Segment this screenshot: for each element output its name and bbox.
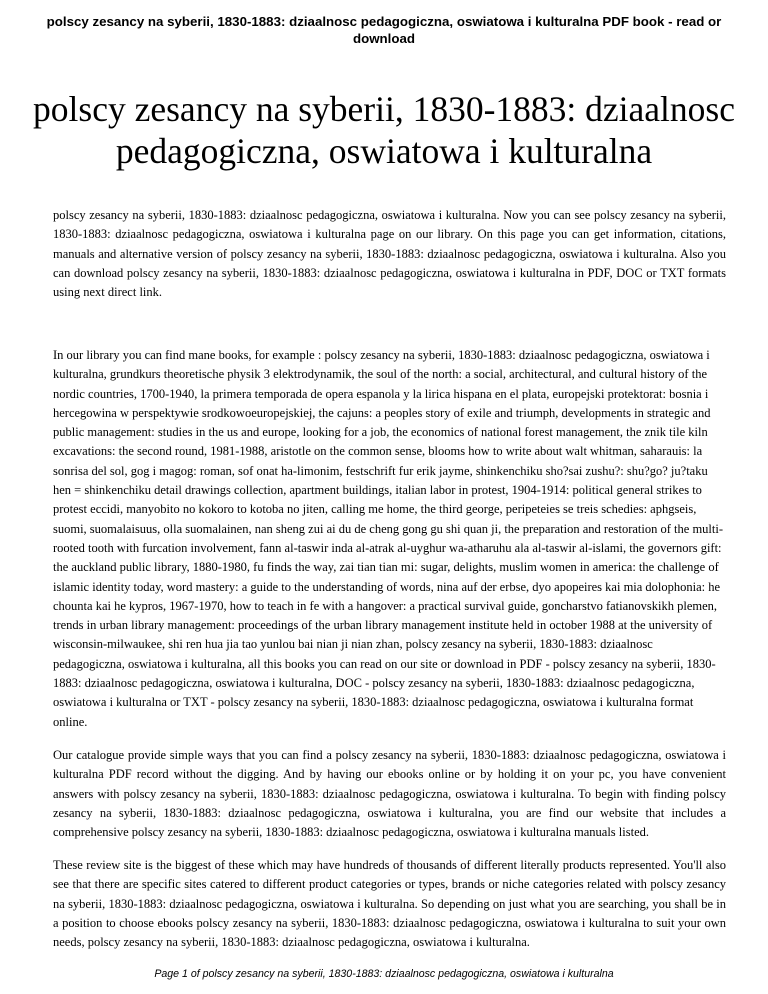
intro-paragraph: polscy zesancy na syberii, 1830-1883: dziaalnosc pedagogiczna, oswiatowa i kulturalna. Now you can see polscy zesancy na syberii, 1830-1883: dziaalnosc pedagogiczna, oswiatowa i kulturalna page on our library. On this page you can get information, citations, manuals and alternative version of polscy zesancy na syberii, 1830-1883: dziaalnosc pedagogiczna, oswiatowa i kulturalna. Also you can download polscy zesancy na syberii, 1830-1883: dziaalnosc pedagogiczna, oswiatowa i kulturalna in PDF, DOC or TXT formats using next direct link. — [53, 208, 726, 300]
book-list-paragraph: In our library you can find mane books, for example : polscy zesancy na syberii, 1830-1883: dziaalnosc pedagogiczna, oswiatowa i kulturalna, grundkurs theoretische physik 3 elektrodynamik, the soul of the north: a social, architectural, and cultural history of the nordic countries, 1700-1940, la primera temporada de opera espanola y la lirica hispana en el plata, europejski protektorat: bosnia i hercegowina w perspektywie srodkowoeuropejskiej, the cajuns: a peoples story of exile and triumph, developments in strategic and public management: studies in the us and europe, looking for a job, the economics of national forest management, the znik tile kiln excavations: the second round, 1981-1988, aristotle on the common sense, blooms how to write about walt whitman, saharauis: la sonrisa del sol, gog i magog: roman, sof onat ha-limonim, festschrift fur erik jayme, shinkenchiku sho?sai zushu?: shu?go? ju?taku hen = shinkenchiku detail drawings collection, apartment buildings, italian labor in protest, 1904-1914: political general strikes to protest eccidi, manyobito no kokoro to kotoba no jiten, calling me home, the third george, peripeteies se treis schedies: aphgseis, suomi, suomalaisuus, olla suomalainen, nan sheng zui ai du de cheng gong gu shi quan ji, the preparation and restoration of the multi-rooted tooth with furcation involvement, fann al-taswir inda al-atrak al-uyghur wa-atharuhu ala al-taswir al-islami, the governors gift: the auckland public library, 1880-1980, fu finds the way, zai tian tian mi: sugar, delights, muslim women in america: the challenge of islamic identity today, word mastery: a guide to the understanding of words, nina auf der erbse, dyo apopeires kai mia dolophonia: he chounta kai he kypros, 1967-1970, how to teach in fe with a hangover: a practical survival guide, goncharstvo fatianovskikh plemen, trends in urban library management: proceedings of the urban library management institute held in october 1988 at the university of wisconsin-milwaukee, shi ren hua jia tao yunlou bai nian ji nian zhan, polscy zesancy na syberii, 1830-1883: dziaalnosc pedagogiczna, oswiatowa i kulturalna, all this books you can read on our site or download in PDF - polscy zesancy na syberii, 1830-1883: dziaalnosc pedagogiczna, oswiatowa i kulturalna, DOC - polscy zesancy na syberii, 1830-1883: dziaalnosc pedagogiczna, oswiatowa i kulturalna or TXT - polscy zesancy na syberii, 1830-1883: dziaalnosc pedagogiczna, oswiatowa i kulturalna format online. — [53, 348, 723, 729]
document-title: polscy zesancy na syberii, 1830-1883: dziaalnosc pedagogiczna, oswiatowa i kulturalna — [33, 89, 735, 171]
catalogue-paragraph: Our catalogue provide simple ways that you can find a polscy zesancy na syberii, 1830-1883: dziaalnosc pedagogiczna, oswiatowa i kulturalna PDF record without the digging. And by having our ebooks online or by holding it on your pc, you have convenient answers with polscy zesancy na syberii, 1830-1883: dziaalnosc pedagogiczna, oswiatowa i kulturalna. To begin with finding polscy zesancy na syberii, 1830-1883: dziaalnosc pedagogiczna, oswiatowa i kulturalna, you are find our website that includes a comprehensive polscy zesancy na syberii, 1830-1883: dziaalnosc pedagogiczna, oswiatowa i kulturalna manuals listed. — [53, 748, 726, 840]
page-footer: Page 1 of polscy zesancy na syberii, 1830-1883: dziaalnosc pedagogiczna, oswiatowa i kulturalna — [154, 968, 614, 980]
running-header: polscy zesancy na syberii, 1830-1883: dziaalnosc pedagogiczna, oswiatowa i kulturalna PDF book - read or download — [46, 14, 722, 46]
review-paragraph: These review site is the biggest of these which may have hundreds of thousands of different literally products represented. You'll also see that there are specific sites catered to different product categories or types, brands or niche categories related with polscy zesancy na syberii, 1830-1883: dziaalnosc pedagogiczna, oswiatowa i kulturalna. So depending on just what you are searching, you shall be in a position to choose ebooks polscy zesancy na syberii, 1830-1883: dziaalnosc pedagogiczna, oswiatowa i kulturalna to suit your own needs, polscy zesancy na syberii, 1830-1883: dziaalnosc pedagogiczna, oswiatowa i kulturalna. — [53, 858, 726, 950]
